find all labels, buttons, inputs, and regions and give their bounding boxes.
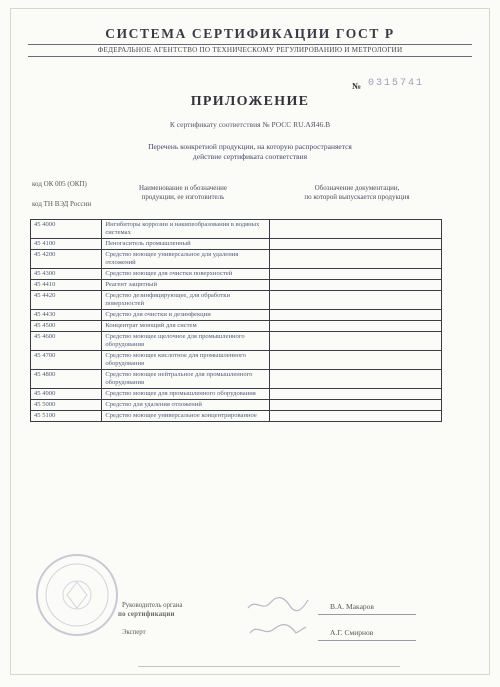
table-row [31,351,442,370]
row-doc-cell [270,310,442,321]
docs-column-heading [282,184,432,202]
row-product-name: Средство моющее для очистки поверхностей [102,269,270,280]
row-code: 45 4300 [31,269,102,280]
code-tn-label: код ТН ВЭД России [32,200,92,208]
certificate-number-label: № [352,81,362,91]
document-title: ПРИЛОЖЕНИЕ [190,94,310,109]
intro-line-1: Перечень конкретной продукции, на которую распространяется [148,142,352,151]
table-row [31,269,442,280]
row-product-name: Реагент защитный [102,280,270,291]
table-row [31,239,442,250]
row-product-name: Средство моющее для промышленного оборудования [102,389,270,400]
head-label-line-1: Руководитель органа [122,602,183,609]
row-doc-cell [270,411,442,422]
row-product-name: Средство моющее кислотное для промышленного оборудования [102,351,270,370]
row-doc-cell [270,370,442,389]
head-signature [246,594,310,614]
row-product-name: Средство для очистки и дезинфекции [102,310,270,321]
row-product-name: Концентрат моющий для систем [102,321,270,332]
document-intro [60,142,440,162]
row-code: 45 4430 [31,310,102,321]
footer-rule [138,666,400,667]
row-product-name: Средство моющее нейтральное для промышленного оборудования [102,370,270,389]
table-row [31,370,442,389]
agency-strip: ФЕДЕРАЛЬНОЕ АГЕНТСТВО ПО ТЕХНИЧЕСКОМУ РЕГУЛИРОВАНИЮ И МЕТРОЛОГИИ [28,44,472,57]
row-doc-cell [270,250,442,269]
row-product-name: Средство моющее универсальное для удаления отложений [102,250,270,269]
table-row [31,332,442,351]
row-product-name: Средство дезинфицирующее, для обработки поверхностей [102,291,270,310]
table-row [31,310,442,321]
row-code: 45 5000 [31,400,102,411]
product-table [30,219,442,422]
product-heading-line-2: продукции, ее изготовитель [141,193,225,201]
expert-name: А.Г. Смирнов [330,628,374,637]
row-doc-cell [270,280,442,291]
code-okp-label: код ОК 005 (ОКП) [32,180,87,188]
row-doc-cell [270,220,442,239]
row-code: 45 4500 [31,321,102,332]
row-product-name: Средство моющее щелочное для промышленного оборудования [102,332,270,351]
table-row [31,220,442,239]
docs-heading-line-1: Обозначение документации, [314,184,400,192]
expert-signature [246,621,310,639]
row-doc-cell [270,332,442,351]
certification-system-title: СИСТЕМА СЕРТИФИКАЦИИ ГОСТ Р [105,26,395,41]
intro-line-2: действие сертификата соответствия [192,152,308,161]
certification-seal-stamp [34,552,120,638]
row-code: 45 4900 [31,389,102,400]
table-row [31,389,442,400]
table-row [31,250,442,269]
head-signature-line [318,614,416,615]
row-code: 45 4000 [31,220,102,239]
expert-label: Эксперт [122,629,146,636]
row-code: 45 4420 [31,291,102,310]
table-row [31,321,442,332]
table-row [31,280,442,291]
row-doc-cell [270,269,442,280]
table-row [31,291,442,310]
row-doc-cell [270,291,442,310]
product-heading-line-1: Наименование и обозначение [139,184,227,192]
certificate-number: 0315741 [368,78,425,89]
row-code: 45 5100 [31,411,102,422]
row-code: 45 4800 [31,370,102,389]
row-code: 45 4600 [31,332,102,351]
row-code: 45 4700 [31,351,102,370]
head-label-line-2: по сертификации [118,611,175,618]
docs-heading-line-2: по которой выпускается продукция [304,193,410,201]
row-product-name: Средство для удаления отложений [102,400,270,411]
row-code: 45 4410 [31,280,102,291]
row-code: 45 4100 [31,239,102,250]
product-column-heading [118,184,248,202]
table-row [31,411,442,422]
row-product-name: Пеногаситель промышленный [102,239,270,250]
row-doc-cell [270,389,442,400]
table-row [31,400,442,411]
row-product-name: Средство моющее универсальное концентрированное [102,411,270,422]
row-doc-cell [270,239,442,250]
document-subtitle: К сертификату соответствия № РОСС RU.АЯ46.В [169,120,331,129]
expert-signature-line [318,640,416,641]
row-product-name: Ингибиторы коррозии и накипеобразования в водяных системах [102,220,270,239]
row-doc-cell [270,321,442,332]
row-doc-cell [270,351,442,370]
row-code: 45 4200 [31,250,102,269]
row-doc-cell [270,400,442,411]
head-name: В.А. Макаров [330,602,374,611]
